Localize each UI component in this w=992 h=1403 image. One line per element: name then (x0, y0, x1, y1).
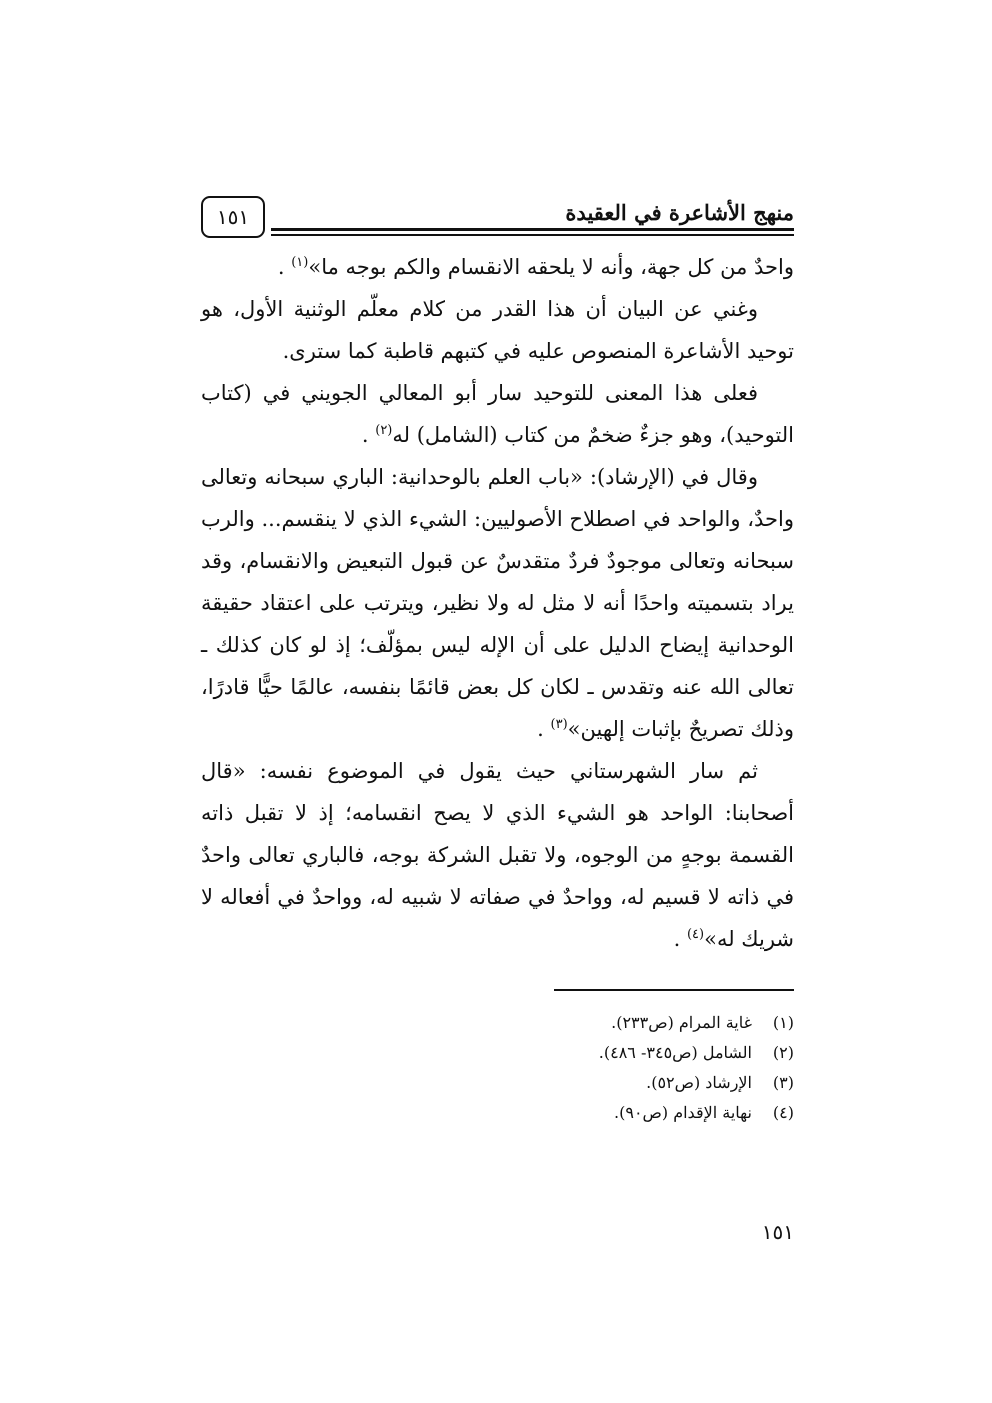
page-number-footer: ١٥١ (761, 1220, 794, 1244)
main-text (201, 246, 794, 960)
paragraph: ثم سار الشهرستاني حيث يقول في الموضوع نفسه: «قال أصحابنا: الواحد هو الشيء الذي لا يصح انقسامه؛ إذ لا تقبل ذاته القسمة بوجهٍ من الوجوه، ولا تقبل الشركة بوجه، فالباري تعالى واحدٌ في ذاته لا قسيم له، وواحدٌ في صفاته لا شبيه له، وواحدٌ في أفعاله لا شريك له»$^{(٤)}$ . (201, 759, 794, 951)
header-rule-thick (271, 228, 794, 231)
footnote-text: نهاية الإقدام (ص٩٠). (614, 1103, 752, 1122)
footnote-number: (٢) (772, 1043, 794, 1062)
header-rule-thin (271, 234, 794, 236)
footnote-text: الإرشاد (ص٥٢). (646, 1073, 752, 1092)
footnote (400, 1098, 794, 1128)
running-header-title: منهج الأشاعرة في العقيدة (565, 200, 794, 225)
footnote-ref-3: (٣) (550, 717, 568, 732)
footnote-ref-2: (٢) (375, 423, 393, 438)
footnote-number: (١) (772, 1013, 794, 1032)
running-header (201, 196, 794, 242)
footnote-text: غاية المرام (ص٢٣٣). (611, 1013, 752, 1032)
footnote-number: (٣) (772, 1073, 794, 1092)
paragraph: فعلى هذا المعنى للتوحيد سار أبو المعالي الجويني في (كتاب التوحيد)، وهو جزءٌ ضخمٌ من كتاب (الشامل) له$^{(٢)}$ . (201, 381, 794, 447)
footnote (400, 1068, 794, 1098)
paragraph-continuation: واحدٌ من كل جهة، وأنه لا يلحقه الانقسام والكم بوجه ما»$^{(١)}$ . (277, 255, 794, 279)
footnote (400, 1008, 794, 1038)
paragraph: وقال في (الإرشاد): «باب العلم بالوحدانية: الباري سبحانه وتعالى واحدٌ، والواحد في اصطلاح الأصوليين: الشيء الذي لا ينقسم... والرب سبحانه وتعالى موجودٌ فردٌ متقدسٌ عن قبول التبعيض والانقسام، وقد يراد بتسميته واحدًا أنه لا مثل له ولا نظير، ويترتب على اعتقاد حقيقة الوحدانية إيضاح الدليل على أن الإله ليس بمؤلّف؛ إذ لو كان كذلك ـ تعالى الله عنه وتقدس ـ لكان كل بعض قائمًا بنفسه، عالمًا حيًّا قادرًا، وذلك تصريحٌ بإثبات إلهين»$^{(٣)}$ . (201, 465, 794, 741)
footnote (400, 1038, 794, 1068)
paragraph: وغني عن البيان أن هذا القدر من كلام معلّم الوثنية الأول، هو توحيد الأشاعرة المنصوص عليه في كتبهم قاطبة كما سترى. (201, 297, 794, 363)
footnote-number: (٤) (772, 1103, 794, 1122)
footnote-ref-1: (١) (291, 255, 309, 270)
footnote-separator (554, 989, 794, 991)
footnote-text: الشامل (ص٣٤٥- ٤٨٦). (598, 1043, 752, 1062)
footnotes (400, 1008, 794, 1128)
footnote-ref-4: (٤) (686, 927, 705, 942)
header-page-number: ١٥١ (201, 196, 265, 238)
